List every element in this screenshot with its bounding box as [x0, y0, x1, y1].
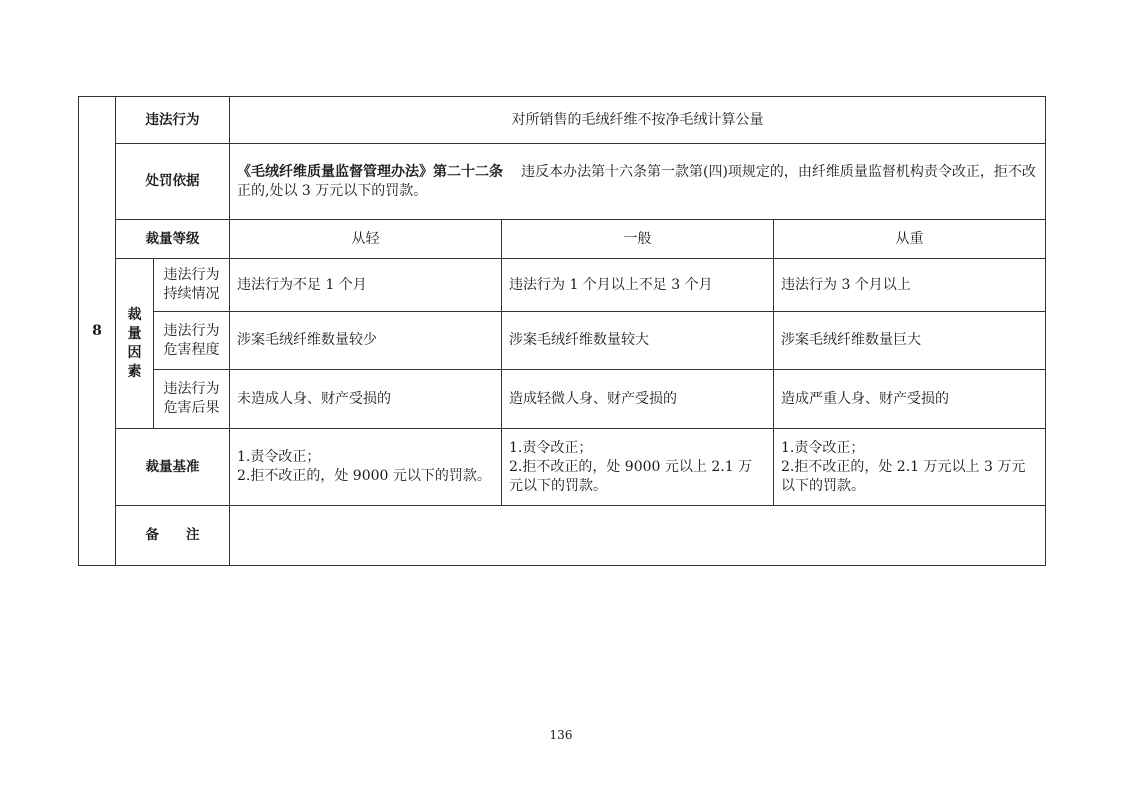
factors-label-char: 裁: [127, 306, 142, 323]
standard-line: 1.责令改正；: [781, 439, 865, 456]
standard-line: 1.责令改正；: [509, 439, 593, 456]
remarks-value: [230, 506, 1046, 566]
level-label: 裁量等级: [116, 220, 230, 259]
factor-value: 涉案毛绒纤维数量较少: [230, 312, 502, 370]
row-factor-duration: [79, 259, 1046, 312]
level-heavy: 从重: [774, 220, 1046, 259]
row-factor-severity: [79, 312, 1046, 370]
basis-text: 违反本办法第十六条第一款第(四)项规定的，由纤维质量监督机构责令改正，拒不改正的,处以 3 万元以下的罚款。: [237, 163, 1036, 199]
standard-heavy: [774, 429, 1046, 506]
basis-law: 《毛绒纤维质量监督管理办法》第二十二条: [237, 163, 503, 180]
level-light: 从轻: [230, 220, 502, 259]
factor-name: [154, 259, 230, 312]
row-levels: [79, 220, 1046, 259]
standard-label: 裁量基准: [116, 429, 230, 506]
violation-text: 对所销售的毛绒纤维不按净毛绒计算公量: [230, 97, 1046, 144]
row-basis: [79, 144, 1046, 220]
factor-name-line: 违法行为: [163, 267, 220, 283]
basis-cell: [230, 144, 1046, 220]
factor-name: [154, 312, 230, 370]
factor-value: 未造成人身、财产受损的: [230, 370, 502, 429]
factor-value: 违法行为 1 个月以上不足 3 个月: [502, 259, 774, 312]
row-violation: [79, 97, 1046, 144]
factors-label-char: 因: [127, 344, 142, 361]
basis-label: 处罚依据: [116, 144, 230, 220]
standard-light: [230, 429, 502, 506]
factor-value: 造成严重人身、财产受损的: [774, 370, 1046, 429]
entry-number: 8: [79, 97, 116, 566]
row-factor-consequence: [79, 370, 1046, 429]
standard-line: 1.责令改正；: [237, 449, 321, 465]
factors-label: [116, 259, 154, 429]
standard-line: 2.拒不改正的，处 2.1 万元以上 3 万元以下的罚款。: [781, 458, 1026, 494]
factor-value: 违法行为 3 个月以上: [774, 259, 1046, 312]
factors-label-char: 素: [127, 363, 142, 380]
factor-value: 涉案毛绒纤维数量较大: [502, 312, 774, 370]
page-number: 136: [549, 728, 573, 742]
level-general: 一般: [502, 220, 774, 259]
penalty-table: [78, 96, 1046, 566]
factor-name-line: 违法行为: [163, 322, 220, 339]
violation-label: 违法行为: [116, 97, 230, 144]
factors-label-char: 量: [127, 325, 142, 342]
factor-value: 造成轻微人身、财产受损的: [502, 370, 774, 429]
standard-line: 2.拒不改正的，处 9000 元以下的罚款。: [237, 468, 491, 484]
factor-value: 涉案毛绒纤维数量巨大: [774, 312, 1046, 370]
row-remarks: [79, 506, 1046, 566]
factor-name: [154, 370, 230, 429]
factor-value: 违法行为不足 1 个月: [230, 259, 502, 312]
factor-name-line: 持续情况: [163, 286, 220, 302]
standard-general: [502, 429, 774, 506]
standard-line: 2.拒不改正的，处 9000 元以上 2.1 万元以下的罚款。: [509, 458, 753, 494]
row-standards: [79, 429, 1046, 506]
factor-name-line: 危害程度: [163, 341, 220, 358]
factor-name-line: 违法行为: [163, 381, 220, 397]
remarks-label: 备 注: [116, 506, 230, 566]
factor-name-line: 危害后果: [163, 400, 220, 416]
